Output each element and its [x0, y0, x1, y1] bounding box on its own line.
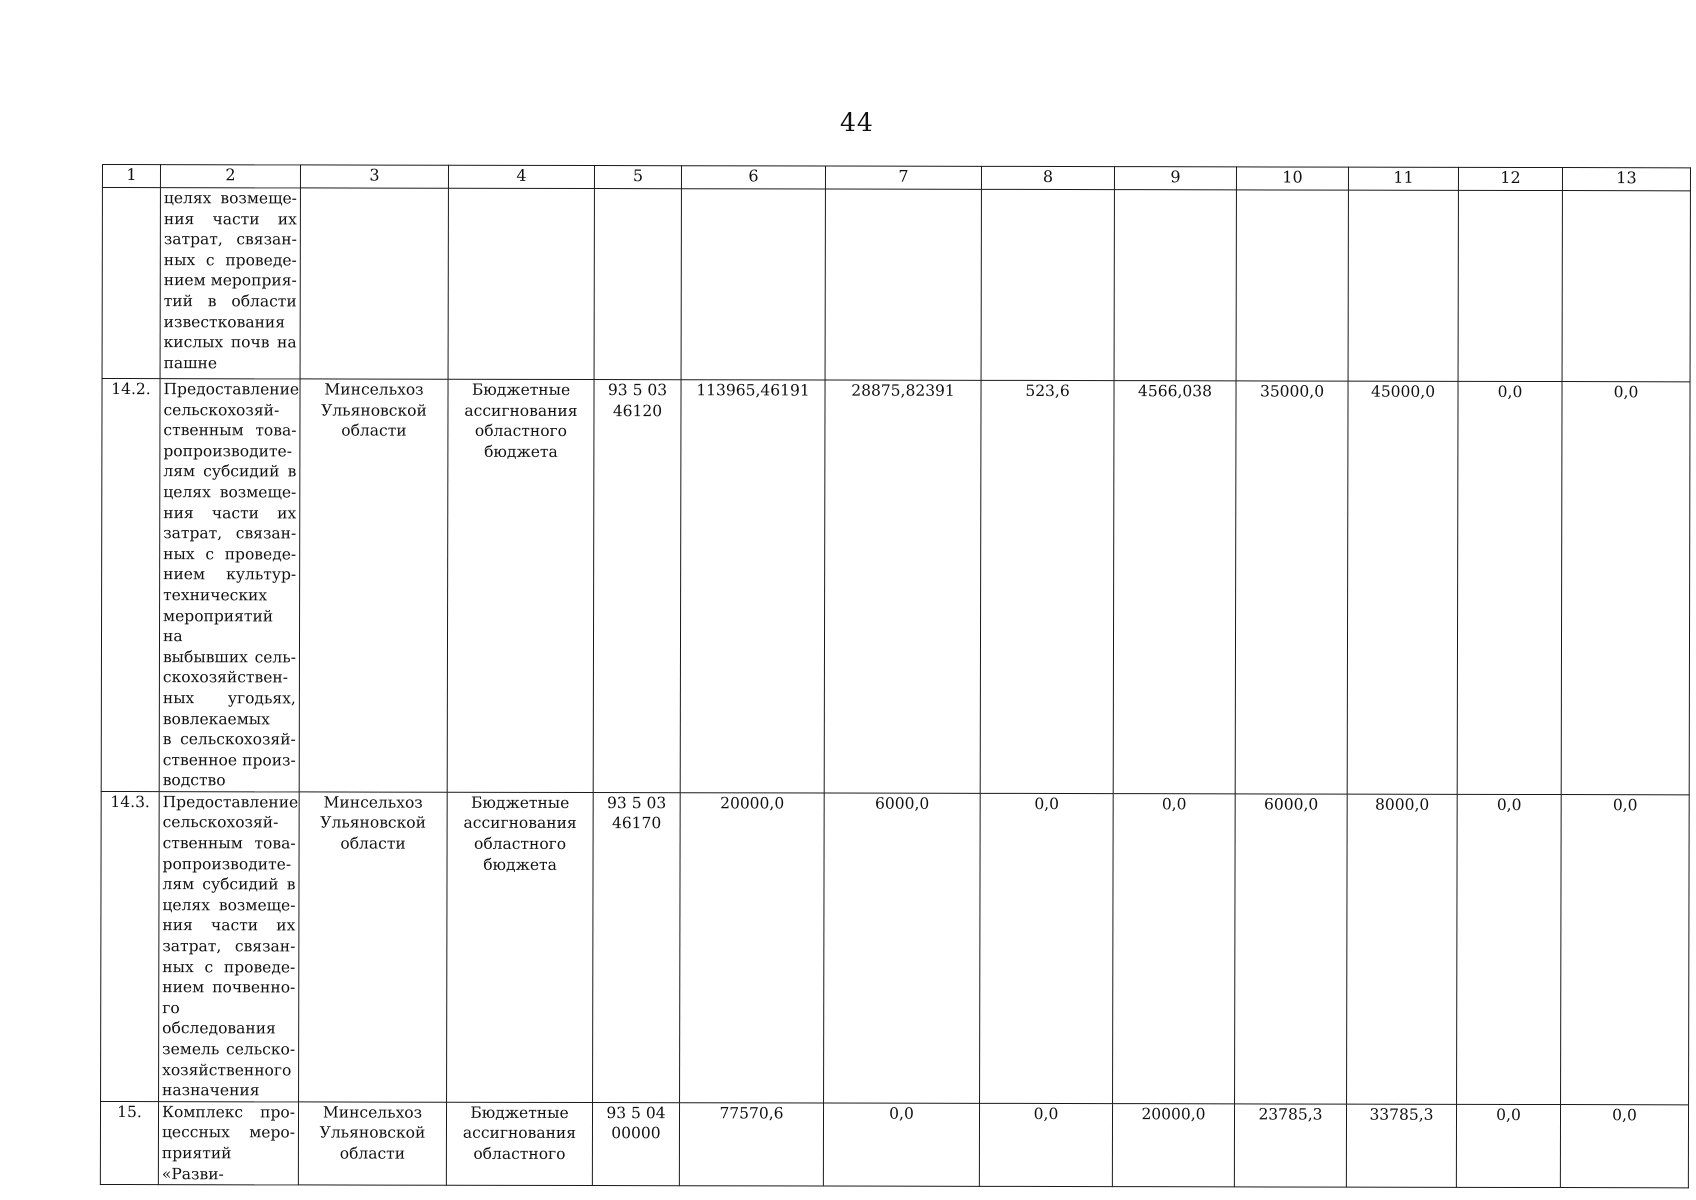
row-description	[159, 791, 300, 1101]
header-col-7: 7	[825, 166, 981, 189]
row-value-col-13: 0,0	[1561, 382, 1690, 795]
header-col-4: 4	[448, 165, 594, 188]
description-line: пашне	[163, 353, 218, 372]
table-row	[101, 791, 1690, 1104]
row-number: 14.2.	[101, 379, 160, 792]
description-line: нием культур-	[163, 565, 297, 584]
description-line: ных угодьях,	[162, 689, 296, 708]
description-line: ных с проведе-	[162, 957, 296, 977]
header-col-11: 11	[1348, 167, 1458, 190]
description-line: мероприятий на	[162, 606, 274, 646]
row-value-col-13: 0,0	[1560, 1104, 1688, 1188]
row-value-col-12: 0,0	[1457, 381, 1562, 794]
description-line: ния части их	[163, 209, 297, 229]
table-row	[100, 1101, 1688, 1188]
row-funding-source: Бюджетные ассигнования областного бюджета	[447, 379, 594, 792]
header-col-1: 1	[102, 165, 160, 188]
description-line: нием мероприя-	[163, 271, 297, 290]
description-line: Предоставление	[163, 380, 300, 399]
row-value-col-12	[1458, 190, 1562, 381]
row-value-col-11: 8000,0	[1347, 794, 1458, 1104]
header-col-3: 3	[300, 165, 448, 188]
row-value-col-9	[1114, 190, 1236, 381]
description-line: водство	[162, 771, 226, 790]
row-value-col-7: 0,0	[823, 1103, 979, 1187]
row-value-col-6: 77570,6	[679, 1102, 823, 1186]
description-line: затрат, связан-	[163, 230, 297, 249]
description-line: Предоставление	[162, 793, 299, 812]
description-line: ственным това-	[163, 421, 297, 440]
row-number: 15.	[100, 1101, 158, 1184]
table-row	[102, 188, 1690, 382]
row-description	[159, 379, 300, 792]
description-line: выбывших сель-	[162, 647, 296, 667]
budget-table	[100, 164, 1691, 1188]
description-line: приятий «Разви-	[161, 1144, 232, 1183]
row-value-col-9: 4566,038	[1113, 381, 1236, 794]
row-budget-code: 93 5 04 00000	[592, 1102, 679, 1186]
header-col-10: 10	[1236, 167, 1348, 190]
row-value-col-8: 523,6	[980, 380, 1114, 793]
description-line: ных с проведе-	[163, 544, 297, 564]
header-col-2: 2	[160, 165, 300, 188]
row-value-col-10	[1236, 190, 1348, 381]
description-line: ных с проведе-	[163, 250, 297, 270]
description-line: лям субсидий в	[163, 462, 297, 481]
row-executor	[300, 188, 448, 379]
row-value-col-7: 6000,0	[824, 793, 981, 1103]
row-value-col-9: 0,0	[1113, 793, 1236, 1103]
description-line: ственное произ-	[162, 750, 296, 770]
description-line: лям субсидий в	[162, 875, 296, 894]
row-description	[158, 1101, 298, 1185]
row-value-col-8	[981, 189, 1114, 380]
row-value-col-8: 0,0	[979, 1103, 1112, 1187]
description-line: ния части их	[163, 503, 297, 522]
row-value-col-10: 35000,0	[1235, 381, 1348, 794]
row-value-col-7	[825, 189, 981, 380]
description-line: цессных меро-	[161, 1123, 295, 1142]
header-col-9: 9	[1114, 167, 1236, 190]
description-line: ния части их	[162, 916, 296, 935]
description-line: назначения	[162, 1081, 260, 1100]
row-budget-code: 93 5 03 46120	[593, 380, 681, 793]
row-executor: Минсельхоз Ульяновской области	[298, 1102, 446, 1186]
table-row	[101, 379, 1690, 795]
description-line: Комплекс про-	[161, 1102, 296, 1122]
row-funding-source: Бюджетные ассигнования областного	[446, 1102, 592, 1186]
row-number	[102, 188, 160, 379]
description-line: технических	[163, 586, 268, 605]
header-row	[102, 165, 1690, 191]
row-value-col-12: 0,0	[1457, 794, 1562, 1104]
description-line: го обследования	[162, 998, 276, 1038]
description-line: затрат, связан-	[163, 524, 297, 543]
row-value-col-10: 23785,3	[1234, 1104, 1346, 1188]
row-budget-code: 93 5 03 46170	[593, 792, 681, 1102]
description-line: ропроизводите-	[163, 441, 292, 461]
description-line: целях возмеще-	[163, 483, 297, 502]
description-line: ропроизводите-	[162, 854, 292, 874]
description-line: земель сельско-	[162, 1040, 296, 1059]
description-line: кислых почв на	[163, 333, 297, 352]
row-funding-source	[448, 188, 594, 379]
row-value-col-6	[681, 189, 825, 380]
header-col-6: 6	[681, 166, 825, 189]
header-col-13: 13	[1562, 168, 1690, 191]
row-description	[160, 188, 300, 379]
description-line: целях возмеще-	[163, 189, 297, 208]
description-line: ственным това-	[162, 834, 296, 853]
row-funding-source: Бюджетные ассигнования областного бюджета	[447, 792, 594, 1102]
description-line: сельскохозяй-	[162, 813, 279, 832]
row-value-col-9: 20000,0	[1112, 1103, 1234, 1187]
row-value-col-6: 113965,46191	[680, 380, 825, 793]
description-line: целях возмеще-	[162, 895, 296, 915]
description-line: хозяйственного	[162, 1060, 292, 1079]
row-executor: Минсельхоз Ульяновской области	[299, 379, 448, 792]
description-line: известкования	[163, 312, 286, 331]
description-line: вовлекаемых	[162, 709, 270, 728]
row-value-col-11: 33785,3	[1346, 1104, 1456, 1188]
description-line: скохозяйствен-	[162, 668, 289, 687]
row-value-col-13: 0,0	[1561, 794, 1690, 1104]
row-value-col-7: 28875,82391	[824, 380, 981, 793]
row-budget-code	[594, 189, 681, 380]
row-executor: Минсельхоз Ульяновской области	[299, 792, 448, 1102]
description-line: сельскохозяй-	[163, 400, 280, 419]
row-value-col-12: 0,0	[1456, 1104, 1560, 1188]
description-line: затрат, связан-	[162, 937, 296, 956]
description-line: тий в области	[163, 292, 297, 311]
description-line: нием почвенно-	[162, 978, 296, 997]
row-value-col-8: 0,0	[980, 793, 1114, 1103]
description-line: в сельскохозяй-	[162, 730, 296, 749]
row-value-col-11: 45000,0	[1347, 381, 1458, 794]
row-value-col-11	[1348, 190, 1458, 381]
header-col-8: 8	[981, 166, 1114, 189]
row-number: 14.3.	[101, 791, 160, 1101]
row-value-col-13	[1562, 191, 1690, 382]
row-value-col-6: 20000,0	[680, 793, 825, 1103]
header-col-12: 12	[1458, 167, 1562, 190]
row-value-col-10: 6000,0	[1235, 794, 1348, 1104]
page-number: 44	[840, 108, 874, 137]
header-col-5: 5	[594, 166, 681, 189]
